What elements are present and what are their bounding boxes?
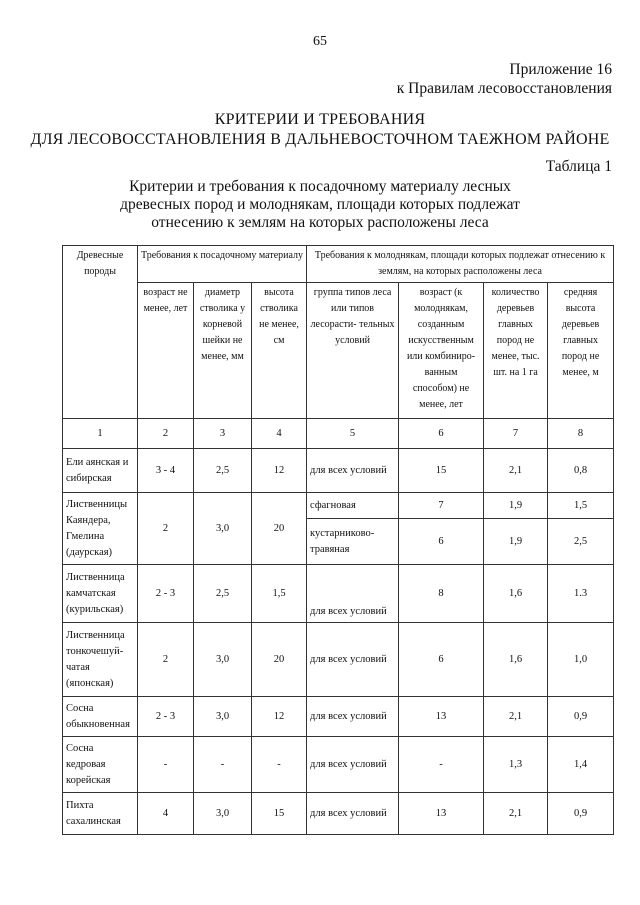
species-cell: Сосна кедровая корейская: [63, 737, 138, 793]
header-height: высота стволика не менее, см: [252, 283, 307, 419]
avg-height-cell: 1,0: [548, 623, 614, 697]
height-cell: 15: [252, 793, 307, 835]
species-cell: Пихта сахалинская: [63, 793, 138, 835]
forest-group-cell: для всех условий: [307, 697, 399, 737]
tree-count-cell: 1,9: [484, 519, 548, 565]
header-diameter: диаметр стволика у корневой шейки не менее, мм: [194, 283, 252, 419]
young-age-cell: 13: [399, 793, 484, 835]
table-row: [63, 793, 614, 835]
tree-count-cell: 2,1: [484, 449, 548, 493]
tree-count-cell: 2,1: [484, 697, 548, 737]
header-tree-count: количество деревьев главных пород не менее, тыс. шт. на 1 га: [484, 283, 548, 419]
table-row: [63, 565, 614, 623]
header-avg-height: средняя высота деревьев главных пород не менее, м: [548, 283, 614, 419]
young-age-cell: 7: [399, 493, 484, 519]
age-cell: -: [138, 737, 194, 793]
diameter-cell: 2,5: [194, 449, 252, 493]
title-line-1: КРИТЕРИИ И ТРЕБОВАНИЯ: [214, 111, 426, 128]
diameter-cell: 2,5: [194, 565, 252, 623]
header-age: возраст не менее, лет: [138, 283, 194, 419]
age-cell: 2 - 3: [138, 565, 194, 623]
tree-count-cell: 1,6: [484, 565, 548, 623]
col-num: 4: [252, 419, 307, 449]
young-age-cell: 8: [399, 565, 484, 623]
height-cell: 12: [252, 449, 307, 493]
appendix-line-1: Приложение 16: [509, 61, 612, 78]
forest-group-cell: для всех условий: [307, 449, 399, 493]
diameter-cell: -: [194, 737, 252, 793]
avg-height-cell: 0,8: [548, 449, 614, 493]
table-row: [63, 493, 614, 519]
forest-group-cell: сфагновая: [307, 493, 399, 519]
title-line-2: ДЛЯ ЛЕСОВОССТАНОВЛЕНИЯ В ДАЛЬНЕВОСТОЧНОМ ТАЕЖНОМ РАЙОНЕ: [30, 131, 610, 148]
col-num: 8: [548, 419, 614, 449]
header-species: Древесные породы: [63, 246, 138, 419]
page-number: 65: [313, 34, 327, 49]
header-forest-group: группа типов леса или типов лесорасти- тельных условий: [307, 283, 399, 419]
header-planting-material: Требования к посадочному материалу: [138, 246, 307, 283]
age-cell: 4: [138, 793, 194, 835]
diameter-cell: 3,0: [194, 623, 252, 697]
young-age-cell: 13: [399, 697, 484, 737]
caption-line-1: Критерии и требования к посадочному материалу лесных: [129, 178, 511, 195]
criteria-table: [62, 245, 614, 835]
tree-count-cell: 1,9: [484, 493, 548, 519]
header-row-columns: [63, 283, 614, 419]
col-num: 7: [484, 419, 548, 449]
col-num: 6: [399, 419, 484, 449]
species-cell: Сосна обыкновенная: [63, 697, 138, 737]
young-age-cell: 6: [399, 519, 484, 565]
tree-count-cell: 2,1: [484, 793, 548, 835]
diameter-cell: 3,0: [194, 493, 252, 565]
col-num: 3: [194, 419, 252, 449]
species-cell: Лиственницы Каяндера, Гмелина (даурская): [63, 493, 138, 565]
caption-line-3: отнесению к землям на которых расположены леса: [151, 214, 489, 231]
height-cell: -: [252, 737, 307, 793]
header-young-age: возраст (к молоднякам, созданным искусственным или комбиниро- ванным способом) не менее, лет: [399, 283, 484, 419]
col-num: 1: [63, 419, 138, 449]
height-cell: 1,5: [252, 565, 307, 623]
col-num: 2: [138, 419, 194, 449]
forest-group-cell: для всех условий: [307, 623, 399, 697]
avg-height-cell: 0,9: [548, 793, 614, 835]
avg-height-cell: 1,4: [548, 737, 614, 793]
forest-group-cell: для всех условий: [307, 793, 399, 835]
young-age-cell: 15: [399, 449, 484, 493]
avg-height-cell: 2,5: [548, 519, 614, 565]
species-cell: Ели аянская и сибирская: [63, 449, 138, 493]
height-cell: 20: [252, 623, 307, 697]
tree-count-cell: 1,6: [484, 623, 548, 697]
caption-line-2: древесных пород и молоднякам, площади которых подлежат: [120, 196, 520, 213]
table-row: [63, 623, 614, 697]
species-cell: Лиственница камчатская (курильская): [63, 565, 138, 623]
appendix-heading: [397, 60, 612, 98]
young-age-cell: 6: [399, 623, 484, 697]
header-young-stands: Требования к молоднякам, площади которых подлежат отнесению к землям, на которых расположены леса: [307, 246, 614, 283]
avg-height-cell: 1.3: [548, 565, 614, 623]
age-cell: 2 - 3: [138, 697, 194, 737]
forest-group-cell: для всех условий: [307, 565, 399, 623]
young-age-cell: -: [399, 737, 484, 793]
age-cell: 2: [138, 623, 194, 697]
document-title: [0, 110, 640, 150]
table-row: [63, 737, 614, 793]
tree-count-cell: 1,3: [484, 737, 548, 793]
height-cell: 20: [252, 493, 307, 565]
appendix-line-2: к Правилам лесовосстановления: [396, 80, 612, 97]
col-num: 5: [307, 419, 399, 449]
table-caption: [100, 178, 540, 232]
table-row: [63, 449, 614, 493]
avg-height-cell: 0,9: [548, 697, 614, 737]
species-cell: Лиственница тонкочешуй-чатая (японская): [63, 623, 138, 697]
table-row: [63, 697, 614, 737]
header-row-groups: [63, 246, 614, 283]
forest-group-cell: для всех условий: [307, 737, 399, 793]
diameter-cell: 3,0: [194, 697, 252, 737]
avg-height-cell: 1,5: [548, 493, 614, 519]
age-cell: 3 - 4: [138, 449, 194, 493]
height-cell: 12: [252, 697, 307, 737]
forest-group-cell: кустарниково-травяная: [307, 519, 399, 565]
age-cell: 2: [138, 493, 194, 565]
diameter-cell: 3,0: [194, 793, 252, 835]
column-number-row: [63, 419, 614, 449]
table-label: Таблица 1: [545, 158, 612, 175]
